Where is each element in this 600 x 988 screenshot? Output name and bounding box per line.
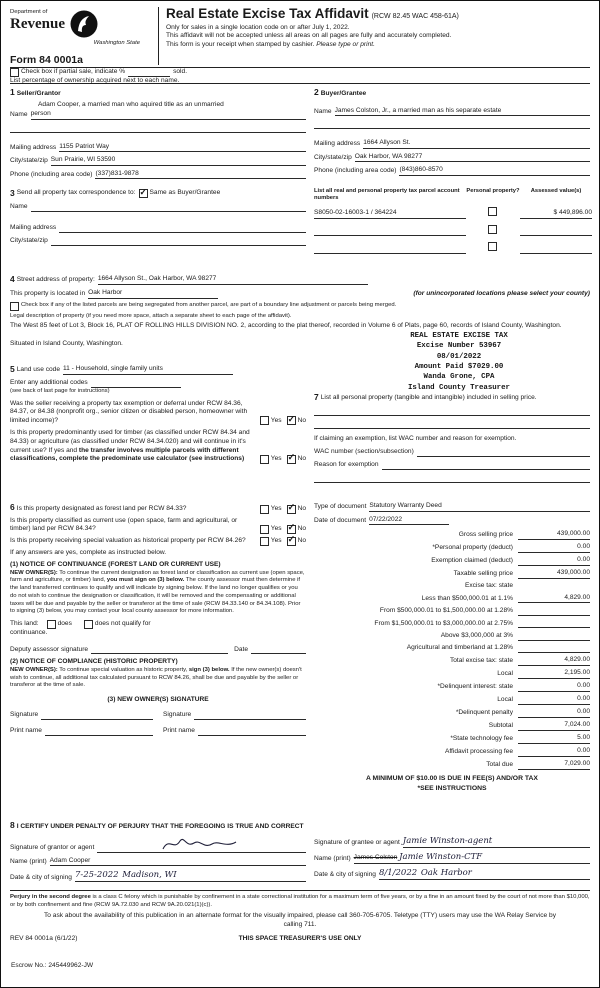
see-back-note: (see back of last page for instructions) xyxy=(10,388,110,395)
tax-label-tech-fee: *State technology fee xyxy=(450,735,513,743)
perjury-lead: Perjury in the second degree xyxy=(10,894,91,900)
parcel-assessed-field-1[interactable]: $ 449,896.00 xyxy=(520,209,592,219)
buyer-phone-label: Phone (including area code) xyxy=(314,167,397,175)
notice-3-title: (3) NEW OWNER(S) SIGNATURE xyxy=(107,695,209,703)
parcel-row-1 xyxy=(314,207,592,219)
form-number: Form 84 0001a xyxy=(10,53,83,66)
correspondence-parcel-row xyxy=(10,186,590,272)
land-does-label: does xyxy=(57,620,72,628)
tax-value-delinq-penalty[interactable]: 0.00 xyxy=(518,708,590,718)
agency-name: Revenue xyxy=(10,15,65,32)
timber-question-bold: the transfer involves multiple parcels with different classifications, complete the predominate use calculator (see instructions) xyxy=(10,446,245,463)
seller-mailing-field[interactable]: 1155 Patriot Way xyxy=(59,143,306,153)
notice-1-text-a: To continue the current designation as forest land or classification as current use (open space, farm and agriculture, or timber) land, xyxy=(10,569,305,584)
grantor-date-field[interactable] xyxy=(75,870,306,882)
grantee-signature-field[interactable]: Jamie Winston-agent xyxy=(403,836,590,848)
tax-value-excise-state xyxy=(518,583,590,591)
exemption-reason-field[interactable] xyxy=(382,461,590,470)
parcel-number-field-2[interactable] xyxy=(314,226,466,236)
parcel-number-field-3[interactable] xyxy=(314,244,466,254)
buyer-mailing-label: Mailing address xyxy=(314,140,361,148)
land-does-checkbox[interactable] xyxy=(47,620,56,629)
partial-sale-checkbox[interactable] xyxy=(10,68,19,77)
owner-sig-label-2: Signature xyxy=(163,710,192,718)
parcel-table xyxy=(314,186,592,272)
parcel-assessed-field-3[interactable] xyxy=(520,244,592,254)
doc-type-label: Type of document xyxy=(314,503,367,510)
tax-row-personal xyxy=(314,543,590,553)
corr-name-field[interactable] xyxy=(31,203,306,212)
tax-label-delinq-interest: *Delinquent interest: state xyxy=(437,683,513,691)
page-title: Real Estate Excise Tax Affidavit xyxy=(166,6,369,21)
grantor-signing-block xyxy=(10,832,314,883)
same-as-buyer-label: Same as Buyer/Grantee xyxy=(149,189,221,197)
correspondence-section xyxy=(10,186,314,272)
grantee-signing-block xyxy=(314,832,590,883)
notice-1-title: (1) NOTICE OF CONTINUANCE (FOREST LAND OR CURRENT USE) xyxy=(10,561,221,569)
notice-2-body xyxy=(10,667,306,690)
forest-land-question xyxy=(10,502,251,514)
wac-number-label: WAC number (section/subsection) xyxy=(314,448,414,456)
tax-value-total-state[interactable]: 4,829.00 xyxy=(518,656,590,666)
grantee-sig-label: Signature of grantee or agent xyxy=(314,839,400,847)
tax-label-agricultural: Agricultural and timberland at 1.28% xyxy=(406,644,513,652)
section-1-number: 1 xyxy=(10,87,15,97)
s6q2-yes-label: Yes xyxy=(270,524,282,532)
tax-label-total-state: Total excise tax: state xyxy=(449,657,513,665)
header-note-2: This affidavit will not be accepted unless all areas on all pages are fully and accurately completed. xyxy=(166,32,452,40)
timber-question-text: Is this property predominantly used for timber (as classified under RCW 84.34 and 84.33) or agriculture (as classified under RCW 84.34.020) and will continue in it's current use? If yes and xyxy=(10,429,250,454)
s5q2-yes-label: Yes xyxy=(270,454,282,462)
notice-2-text-b: If the new owner(s) doesn't wish to continue, all additional tax calculated pursuant to RCW 84.26, shall be due and payable by the seller or transferor at the time of sale. xyxy=(10,666,302,689)
tax-label-tier1: Less than $500,000.01 at 1.1% xyxy=(421,594,513,602)
s6q1-yes-label: Yes xyxy=(270,504,282,512)
ownership-percent-note: List percentage of ownership acquired next to each name. xyxy=(10,77,180,84)
parcel-col-assessed-header: Assessed value(s) xyxy=(530,188,582,194)
grantor-sig-label: Signature of grantor or agent xyxy=(10,844,95,851)
grantee-name-struck: James Colston xyxy=(353,853,398,861)
exemption-claim-note: If claiming an exemption, list WAC number and reason for exemption. xyxy=(314,435,517,443)
minimum-due-note: A MINIMUM OF $10.00 IS DUE IN FEE(S) AND/OR TAX xyxy=(366,774,538,782)
treasurer-stamp xyxy=(353,331,565,393)
stamp-treasurer-title: Island County Treasurer xyxy=(407,383,510,392)
tax-row-taxable xyxy=(314,569,590,579)
tax-row-delinq-penalty xyxy=(314,708,590,718)
tax-label-subtotal: Subtotal xyxy=(488,722,513,730)
seller-phone-field[interactable]: (337)831-9878 xyxy=(95,170,306,180)
grantor-signature-field[interactable] xyxy=(97,836,306,853)
tax-label-processing-fee: Affidavit processing fee xyxy=(444,748,513,756)
tax-row-tier4 xyxy=(314,632,590,641)
personal-property-field-1[interactable] xyxy=(314,407,590,416)
partial-sold-label: sold. xyxy=(173,68,188,76)
same-as-buyer-checkbox[interactable] xyxy=(139,189,148,198)
grantee-name-field[interactable] xyxy=(354,852,590,864)
parcel-personal-checkbox-3[interactable] xyxy=(488,242,497,251)
tax-row-agricultural xyxy=(314,644,590,653)
deputy-assessor-field[interactable] xyxy=(91,645,228,654)
street-address-label: Street address of property: xyxy=(16,276,95,284)
corr-mailing-field[interactable] xyxy=(59,224,306,233)
s5q2-no-checkbox[interactable] xyxy=(287,455,296,464)
notice-1-bold: you must sign on (3) below. xyxy=(106,577,185,584)
parcel-assessed-field-2[interactable] xyxy=(520,226,592,236)
tax-value-total-due[interactable]: 7,029.00 xyxy=(518,760,590,770)
agency-subtitle: Washington State xyxy=(93,40,140,46)
located-in-field[interactable]: Oak Harbor xyxy=(88,289,218,299)
tax-row-delinq-local xyxy=(314,695,590,705)
grantor-name-label: Name (print) xyxy=(10,857,47,865)
notice-2-newowners: NEW OWNER(S): xyxy=(10,666,58,673)
tax-value-personal[interactable]: 0.00 xyxy=(518,543,590,553)
tax-row-gross xyxy=(314,530,590,540)
deputy-assessor-label: Deputy assessor signature xyxy=(10,645,89,653)
tax-value-processing-fee[interactable]: 0.00 xyxy=(518,747,590,757)
section-7-number: 7 xyxy=(314,392,319,402)
tax-value-subtotal[interactable]: 7,024.00 xyxy=(518,721,590,731)
owner-sig-label-1: Signature xyxy=(10,710,39,718)
partial-percent-field[interactable] xyxy=(128,68,170,77)
seller-heading: Seller/Grantor xyxy=(16,90,61,97)
grantee-name-label: Name (print) xyxy=(314,855,351,863)
stamp-excise-number: Excise Number 53967 xyxy=(416,342,502,351)
exemption-reason-field-2[interactable] xyxy=(314,474,590,483)
grantor-date-hand: 7-25-2022 xyxy=(74,870,119,881)
corr-mailing-label: Mailing address xyxy=(10,224,57,232)
legal-description-text[interactable]: The West 85 feet of Lot 3, Block 16, PLAT OF ROLLING HILLS DIVISION NO. 2, according to the plat thereof, recorded in Volume 6 of Plats, page 60, records of Island County, Washington. xyxy=(10,322,562,330)
personal-property-field-2[interactable] xyxy=(314,420,590,429)
certify-statement: I CERTIFY UNDER PENALTY OF PERJURY THAT THE FOREGOING IS TRUE AND CORRECT xyxy=(16,823,304,830)
notice-1-newowners: NEW OWNER(S): xyxy=(10,569,58,576)
grantee-date-field[interactable] xyxy=(379,868,590,880)
s6q3-no-label: No xyxy=(297,536,306,544)
legal-description-label: Legal description of property (if you need more space, attach a separate sheet to each page of the affidavit). xyxy=(10,312,292,319)
tax-value-delinq-local[interactable]: 0.00 xyxy=(518,695,590,705)
s5q1-no-label: No xyxy=(297,416,306,424)
additional-codes-field[interactable] xyxy=(91,379,181,388)
tax-row-processing-fee xyxy=(314,747,590,757)
dor-logo-icon xyxy=(69,9,99,39)
tax-label-tier4: Above $3,000,000 at 3% xyxy=(440,632,513,640)
grantee-date-hand: 8/1/2022 xyxy=(378,867,418,878)
forest-land-question-text: Is this property designated as forest land per RCW 84.33? xyxy=(16,505,187,512)
perjury-body: is a class C felony which is punishable by confinement in a state correctional institution for a maximum term of five years, or by a fine in an amount fixed by the court of not more than $10,000, or by both confinement and fine (RCW 9A.72.030 and RCW 9A.20.021(1)(c)). xyxy=(10,894,590,908)
buyer-phone-field[interactable]: (843)860-8570 xyxy=(399,166,590,176)
buyer-csz-label: City/state/zip xyxy=(314,153,352,161)
deputy-date-field[interactable] xyxy=(251,645,306,654)
partial-sale-row xyxy=(10,68,590,84)
parcel-row-2 xyxy=(314,225,592,237)
parcel-col-personal-header: Personal property? xyxy=(466,188,520,194)
exemption-question: Was the seller receiving a property tax exemption or deferral under RCW 84.36, 84.37, or 84.38 (nonprofit org., senior citizen or disabled person, homeowner with limited income)? xyxy=(10,399,248,424)
additional-codes-label: Enter any additional codes xyxy=(10,379,88,387)
parcel-personal-checkbox-2[interactable] xyxy=(488,225,497,234)
notice-2-bold: sign (3) below. xyxy=(188,666,230,673)
tax-row-delinq-interest xyxy=(314,682,590,692)
notice-1-text-b: The county assessor must then determine if the land transferred continues to qualify and will indicate by signing below. If the land no longer qualifies or you do not wish to continue the designation or classification, it will be removed and the compensating or additional taxes will be due and payable by the seller or transferor at the time of sale (RCW 84.33.140 or 84.34.108). Prior to signing (3) below, you may contact your local county assessor for more information. xyxy=(10,577,301,615)
owner-sig-field-2[interactable] xyxy=(194,711,306,720)
s6q1-yes-checkbox[interactable] xyxy=(260,505,269,514)
escrow-label: Escrow No.: xyxy=(11,962,47,970)
buyer-heading: Buyer/Grantee xyxy=(320,90,367,97)
owner-print-field-2[interactable] xyxy=(198,727,306,736)
notice-2-title: (2) NOTICE OF COMPLIANCE (HISTORIC PROPERTY) xyxy=(10,658,178,666)
tax-value-tier3[interactable] xyxy=(518,619,590,628)
tax-value-tier1[interactable]: 4,829.00 xyxy=(518,594,590,604)
deputy-date-label: Date xyxy=(234,645,248,653)
title-block xyxy=(158,7,590,65)
grantee-name-hand: Jamie Winston-CTF xyxy=(399,851,483,862)
located-in-label: This property is located in xyxy=(10,290,86,298)
stamp-date: 08/01/2022 xyxy=(436,352,482,361)
tax-row-tier3 xyxy=(314,619,590,628)
tax-label-delinq-penalty: *Delinquent penalty xyxy=(455,709,513,717)
corr-csz-label: City/state/zip xyxy=(10,237,48,245)
tax-value-delinq-interest[interactable]: 0.00 xyxy=(518,682,590,692)
tax-value-tier2[interactable] xyxy=(518,607,590,616)
treasurer-use-label: THIS SPACE TREASURER'S USE ONLY xyxy=(238,935,362,943)
send-correspondence-label: Send all property tax correspondence to: xyxy=(16,189,136,197)
land-use-section xyxy=(10,362,314,500)
segregated-label: Check box if any of the listed parcels are being segregated from another parcel, are part of a boundary line adjustment or parcels being merged. xyxy=(21,301,397,308)
segregated-checkbox[interactable] xyxy=(10,302,19,311)
grantor-city-hand: Madison, WI xyxy=(122,870,177,881)
section-5-number: 5 xyxy=(10,364,15,374)
land-does-not-label: does not qualify for xyxy=(94,620,151,628)
personal-property-intro: List all personal property (tangible and intangible) included in selling price. xyxy=(320,394,537,402)
seller-name-line1: Adam Cooper, a married man who aquired title as an unmarried xyxy=(38,100,224,108)
corr-name-label: Name xyxy=(10,203,28,211)
dept-of-label: Department of xyxy=(10,9,48,15)
grantor-name-field[interactable]: Adam Cooper xyxy=(50,857,306,867)
continuance-label: continuance. xyxy=(10,628,48,636)
doc-type-field[interactable]: Statutory Warranty Deed xyxy=(369,502,590,512)
grantor-signature[interactable] xyxy=(160,836,244,852)
section-3-number: 3 xyxy=(10,188,15,198)
s5q2-yes-checkbox[interactable] xyxy=(260,455,269,464)
escrow-line xyxy=(11,962,93,971)
tax-label-tier2: From $500,000.01 to $1,500,000.00 at 1.28% xyxy=(379,607,513,615)
parcel-col-numbers-header: List all real and personal property tax parcel account numbers xyxy=(314,188,460,201)
buyer-mailing-field[interactable]: 1664 Allyson St. xyxy=(363,139,590,149)
buyer-name-field[interactable]: James Colston, Jr., a married man as his separate estate xyxy=(335,107,590,117)
seller-phone-label: Phone (including area code) xyxy=(10,170,93,178)
tax-label-exemption: Exemption claimed (deduct) xyxy=(431,557,513,565)
exemption-reason-label: Reason for exemption xyxy=(314,461,379,469)
land-use-field[interactable]: 11 - Household, single family units xyxy=(63,365,233,375)
buyer-name-label: Name xyxy=(314,107,332,115)
tax-label-delinq-local: Local xyxy=(497,696,513,704)
header-note-1: Only for sales in a single location code on or after July 1, 2022. xyxy=(166,23,350,31)
tax-value-tier4[interactable] xyxy=(518,632,590,641)
stamp-treasurer-name: Wanda Grone, CPA xyxy=(423,373,495,382)
tax-value-local[interactable]: 2,195.00 xyxy=(518,669,590,679)
seller-name-field[interactable]: person xyxy=(31,110,306,120)
seller-name-extra-field[interactable] xyxy=(10,124,306,133)
s6q2-yes-checkbox[interactable] xyxy=(260,525,269,534)
designation-tax-row xyxy=(10,500,590,818)
tax-label-total-due: Total due xyxy=(486,761,513,769)
historic-question: Is this property receiving special valuation as historical property per RCW 84.26? xyxy=(10,537,246,545)
tax-value-exemption[interactable]: 0.00 xyxy=(518,556,590,566)
header-note-3 xyxy=(166,41,590,50)
s6q3-yes-checkbox[interactable] xyxy=(260,537,269,546)
doc-date-field[interactable]: 07/22/2022 xyxy=(369,516,449,526)
header-note-3-em: Please type or print. xyxy=(316,40,375,48)
s6q1-no-checkbox[interactable] xyxy=(287,505,296,514)
s6q2-no-checkbox[interactable] xyxy=(287,525,296,534)
grantee-date-label: Date & city of signing xyxy=(314,871,376,879)
seller-section xyxy=(10,84,314,186)
buyer-section xyxy=(314,84,590,186)
parties-section xyxy=(10,84,590,186)
tax-label-taxable: Taxable selling price xyxy=(453,569,513,577)
parcel-row-3 xyxy=(314,242,592,254)
owner-sig-field-1[interactable] xyxy=(41,711,153,720)
s5q1-no-checkbox[interactable] xyxy=(287,416,296,425)
grantor-date-label: Date & city of signing xyxy=(10,873,72,881)
land-use-label: Land use code xyxy=(16,366,60,374)
page-footer xyxy=(10,935,590,944)
seller-csz-field[interactable]: Sun Prairie, WI 53590 xyxy=(51,156,306,166)
section-6-number: 6 xyxy=(10,502,15,512)
section-8-number: 8 xyxy=(10,820,15,830)
tax-row-exemption xyxy=(314,556,590,566)
tax-row-total-state xyxy=(314,656,590,666)
alternate-format-notice: To ask about the availability of this publication in an alternate format for the visually impaired, please call 360-705-6705. Teletype (TTY) users may use the WA Relay Service by calling 711. xyxy=(43,912,556,928)
tax-label-tier3: From $1,500,000.01 to $3,000,000.00 at 2.75% xyxy=(374,619,513,627)
buyer-csz-field[interactable]: Oak Harbor, WA 98277 xyxy=(355,153,590,163)
street-address-field[interactable]: 1664 Allyson St., Oak Harbor, WA 98277 xyxy=(98,275,368,285)
tax-value-agricultural[interactable] xyxy=(518,644,590,653)
owner-print-label-1: Print name xyxy=(10,726,42,734)
tax-row-tier2 xyxy=(314,607,590,616)
agency-block xyxy=(10,7,158,65)
situated-text: Situated in Island County, Washington. xyxy=(10,339,123,347)
this-land-label: This land: xyxy=(10,620,39,628)
tax-label-personal: *Personal property (deduct) xyxy=(432,544,513,552)
unincorporated-note: (for unincorporated locations please select your county) xyxy=(413,290,590,298)
rev-number: REV 84 0001a (6/1/22) xyxy=(10,935,78,943)
tax-row-subtotal xyxy=(314,721,590,731)
doc-date-label: Date of document xyxy=(314,516,367,524)
tax-value-taxable[interactable]: 439,000.00 xyxy=(518,569,590,579)
tax-row-tier1 xyxy=(314,594,590,604)
tax-row-tech-fee xyxy=(314,734,590,744)
s6q3-no-checkbox[interactable] xyxy=(287,537,296,546)
tax-label-local: Local xyxy=(497,670,513,678)
s5q2-no-label: No xyxy=(297,454,306,462)
stamp-title: REAL ESTATE EXCISE TAX xyxy=(410,332,508,340)
tax-label-excise-state: Excise tax: state xyxy=(464,581,513,589)
seller-csz-label: City/state/zip xyxy=(10,157,48,165)
tax-value-gross[interactable]: 439,000.00 xyxy=(518,530,590,540)
owner-print-label-2: Print name xyxy=(163,726,195,734)
if-yes-note: If any answers are yes, complete as instructed below. xyxy=(10,548,167,556)
escrow-number: 245449962-JW xyxy=(48,962,94,970)
corr-csz-field[interactable] xyxy=(51,237,306,246)
s6q3-yes-label: Yes xyxy=(270,536,282,544)
certification-section xyxy=(10,820,590,886)
perjury-notice xyxy=(10,890,590,909)
tax-label-gross: Gross selling price xyxy=(458,531,513,539)
header-note-3-text: This form is your receipt when stamped by cashier. xyxy=(166,40,317,48)
notice-1-body xyxy=(10,570,306,616)
parcel-number-field-1[interactable]: S8050-02-16003-1 / 364224 xyxy=(314,209,466,219)
form-header xyxy=(10,7,590,68)
notice-2-text-a: To continue special valuation as historic property, xyxy=(57,666,189,673)
s6q2-no-label: No xyxy=(297,524,306,532)
tax-computation-section xyxy=(314,500,590,818)
tax-value-tech-fee[interactable]: 5.00 xyxy=(518,734,590,744)
current-use-question: Is this property classified as current use (open space, farm and agricultural, or timber) land per RCW 84.34? xyxy=(10,516,238,533)
wac-number-field[interactable] xyxy=(417,448,590,457)
stamp-amount-paid: Amount Paid $7029.00 xyxy=(414,363,504,372)
tax-row-local xyxy=(314,669,590,679)
section-4-number: 4 xyxy=(10,274,15,284)
seller-name-label: Name xyxy=(10,111,28,119)
rcw-reference: (RCW 82.45 WAC 458-61A) xyxy=(371,13,459,20)
grantee-city-hand: Oak Harbor xyxy=(420,867,472,878)
s5q1-yes-checkbox[interactable] xyxy=(260,416,269,425)
see-instructions-note: *SEE INSTRUCTIONS xyxy=(417,785,487,793)
tax-row-excise-state xyxy=(314,582,590,591)
partial-sale-label: Check box if partial sale, indicate % xyxy=(21,68,126,76)
seller-mailing-label: Mailing address xyxy=(10,143,57,151)
land-does-not-checkbox[interactable] xyxy=(84,620,93,629)
s6q1-no-label: No xyxy=(297,504,306,512)
owner-print-field-1[interactable] xyxy=(45,727,153,736)
section-2-number: 2 xyxy=(314,87,319,97)
tax-row-total-due xyxy=(314,760,590,770)
buyer-name-extra-field[interactable] xyxy=(314,120,590,129)
timber-question xyxy=(10,429,251,463)
s5q1-yes-label: Yes xyxy=(270,416,282,424)
parcel-personal-checkbox-1[interactable] xyxy=(488,207,497,216)
designation-section xyxy=(10,500,314,818)
